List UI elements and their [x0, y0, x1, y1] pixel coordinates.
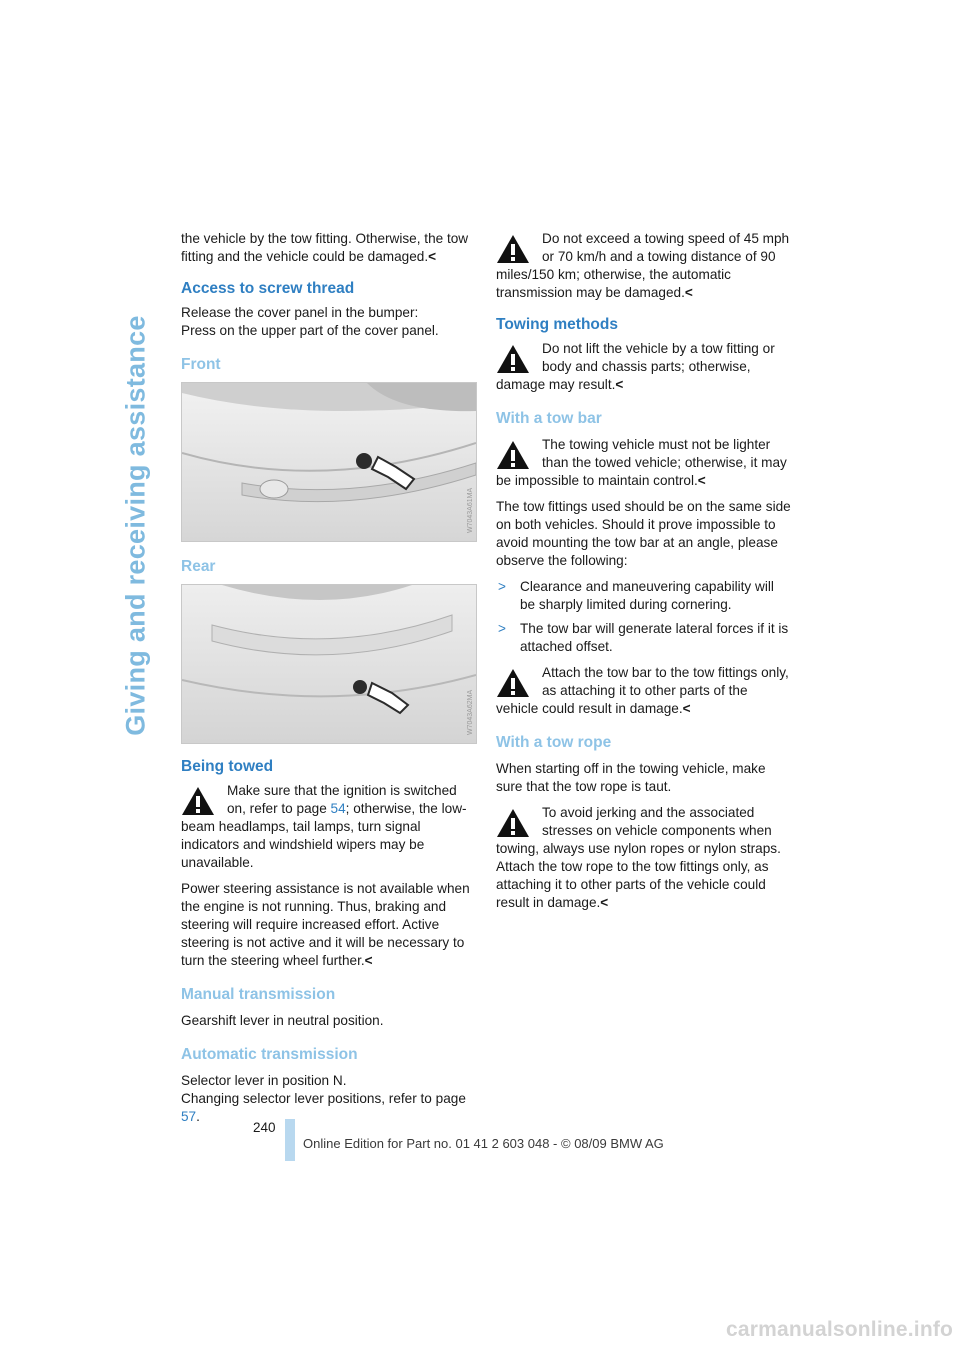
power-steering-text: Power steering assistance is not available when the engine is not running. Thus, braking and steering will require increased effort. Active steering is not active and it will be necessary to turn the steering wheel further. — [181, 881, 470, 968]
footer-edition-text: Online Edition for Part no. 01 41 2 603 048 - © 08/09 BMW AG — [303, 1136, 664, 1151]
heading-towing-methods: Towing methods — [496, 316, 618, 333]
bullet-mark: > — [498, 579, 506, 594]
ignition-warning-text-a: Make sure that the ignition is switched on, refer to page — [227, 783, 457, 816]
page-link-54[interactable]: 54 — [330, 801, 346, 816]
bullet-text: The tow bar will generate lateral forces if it is attached offset. — [520, 621, 789, 654]
right-column — [496, 230, 792, 920]
lift-warning-text: Do not lift the vehicle by a tow fitting or body and chassis parts; otherwise, damage may result. — [496, 341, 775, 392]
page-link-57[interactable]: 57 — [181, 1109, 197, 1124]
warning-tow-rope — [496, 804, 792, 912]
warning-triangle-icon — [496, 234, 530, 264]
rear-figure-code: W7043A62MA — [467, 689, 474, 735]
end-mark: < — [600, 895, 609, 910]
heading-rear: Rear — [181, 558, 216, 575]
page-number: 240 — [253, 1120, 276, 1135]
auto-end: . — [196, 1109, 200, 1124]
front-figure-code: W7043A61MA — [467, 487, 474, 533]
heading-with-tow-rope: With a tow rope — [496, 734, 612, 751]
end-mark: < — [682, 701, 691, 716]
warning-towing-speed — [496, 230, 792, 302]
tow-bar-paragraph: The tow fittings used should be on the same side on both vehicles. Should it prove impossible to avoid mounting the tow bar at an angle, please observe the following: — [496, 499, 791, 568]
heading-front: Front — [181, 356, 221, 373]
power-steering-paragraph — [181, 880, 477, 970]
warning-lift — [496, 340, 792, 394]
access-line-2: Press on the upper part of the cover panel. — [181, 323, 439, 338]
heading-manual-transmission: Manual transmission — [181, 986, 336, 1003]
tow-rope-warning-text: To avoid jerking and the associated stresses on vehicle components when towing, always use nylon ropes or nylon straps. Attach the tow rope to the tow fittings only, as attaching it to other parts of the vehicle could result in damage. — [496, 805, 781, 910]
side-chapter-title — [113, 230, 159, 820]
heading-automatic-transmission: Automatic transmission — [181, 1046, 358, 1063]
access-paragraph — [181, 304, 477, 340]
manual-transmission-text: Gearshift lever in neutral position. — [181, 1013, 384, 1028]
bullet-mark: > — [498, 621, 506, 636]
attach-warning-text: Attach the tow bar to the tow fittings only, as attaching it to other parts of the vehicle could result in damage. — [496, 665, 789, 716]
automatic-transmission-paragraph — [181, 1072, 477, 1126]
warning-ignition — [181, 782, 477, 872]
warning-attach-tow-bar — [496, 664, 792, 718]
warning-triangle-icon — [496, 808, 530, 838]
warning-towing-vehicle-weight — [496, 436, 792, 490]
end-mark: < — [428, 249, 437, 264]
end-mark: < — [615, 377, 624, 392]
list-item — [496, 620, 792, 656]
tow-bar-warning-text: The towing vehicle must not be lighter than the towed vehicle; otherwise, it may be impossible to maintain control. — [496, 437, 787, 488]
intro-paragraph — [181, 230, 477, 266]
warning-triangle-icon — [496, 668, 530, 698]
speed-warning-text: Do not exceed a towing speed of 45 mph or 70 km/h and a towing distance of 90 miles/150 km; otherwise, the automatic transmission may be damaged. — [496, 231, 790, 300]
heading-access-screw-thread: Access to screw thread — [181, 280, 355, 297]
footer-accent-bar — [285, 1119, 295, 1161]
end-mark: < — [697, 473, 706, 488]
auto-line-1: Selector lever in position N. — [181, 1073, 347, 1088]
rear-bumper-figure — [181, 584, 477, 744]
chapter-title-text: Giving and receiving assistance — [120, 314, 151, 736]
heading-with-tow-bar: With a tow bar — [496, 410, 602, 427]
heading-being-towed: Being towed — [181, 758, 274, 775]
auto-line-2: Changing selector lever positions, refer to page — [181, 1091, 466, 1106]
ignition-warning-text-b: ; otherwise, the low-beam headlamps, tail lamps, turn signal indicators and windshield wipers may be unavailable. — [181, 801, 467, 870]
access-line-1: Release the cover panel in the bumper: — [181, 305, 419, 320]
watermark: carmanualsonline.info — [726, 1318, 954, 1341]
warning-triangle-icon — [496, 440, 530, 470]
front-bumper-figure — [181, 382, 477, 542]
list-item — [496, 578, 792, 614]
warning-triangle-icon — [181, 786, 215, 816]
left-column — [181, 230, 477, 1134]
intro-text: the vehicle by the tow fitting. Otherwise, the tow fitting and the vehicle could be damaged. — [181, 231, 469, 264]
end-mark: < — [684, 285, 693, 300]
tow-bar-bullet-list — [496, 578, 792, 656]
warning-triangle-icon — [496, 344, 530, 374]
tow-rope-paragraph: When starting off in the towing vehicle, make sure that the tow rope is taut. — [496, 761, 766, 794]
bullet-text: Clearance and maneuvering capability will be sharply limited during cornering. — [520, 579, 774, 612]
end-mark: < — [364, 953, 373, 968]
